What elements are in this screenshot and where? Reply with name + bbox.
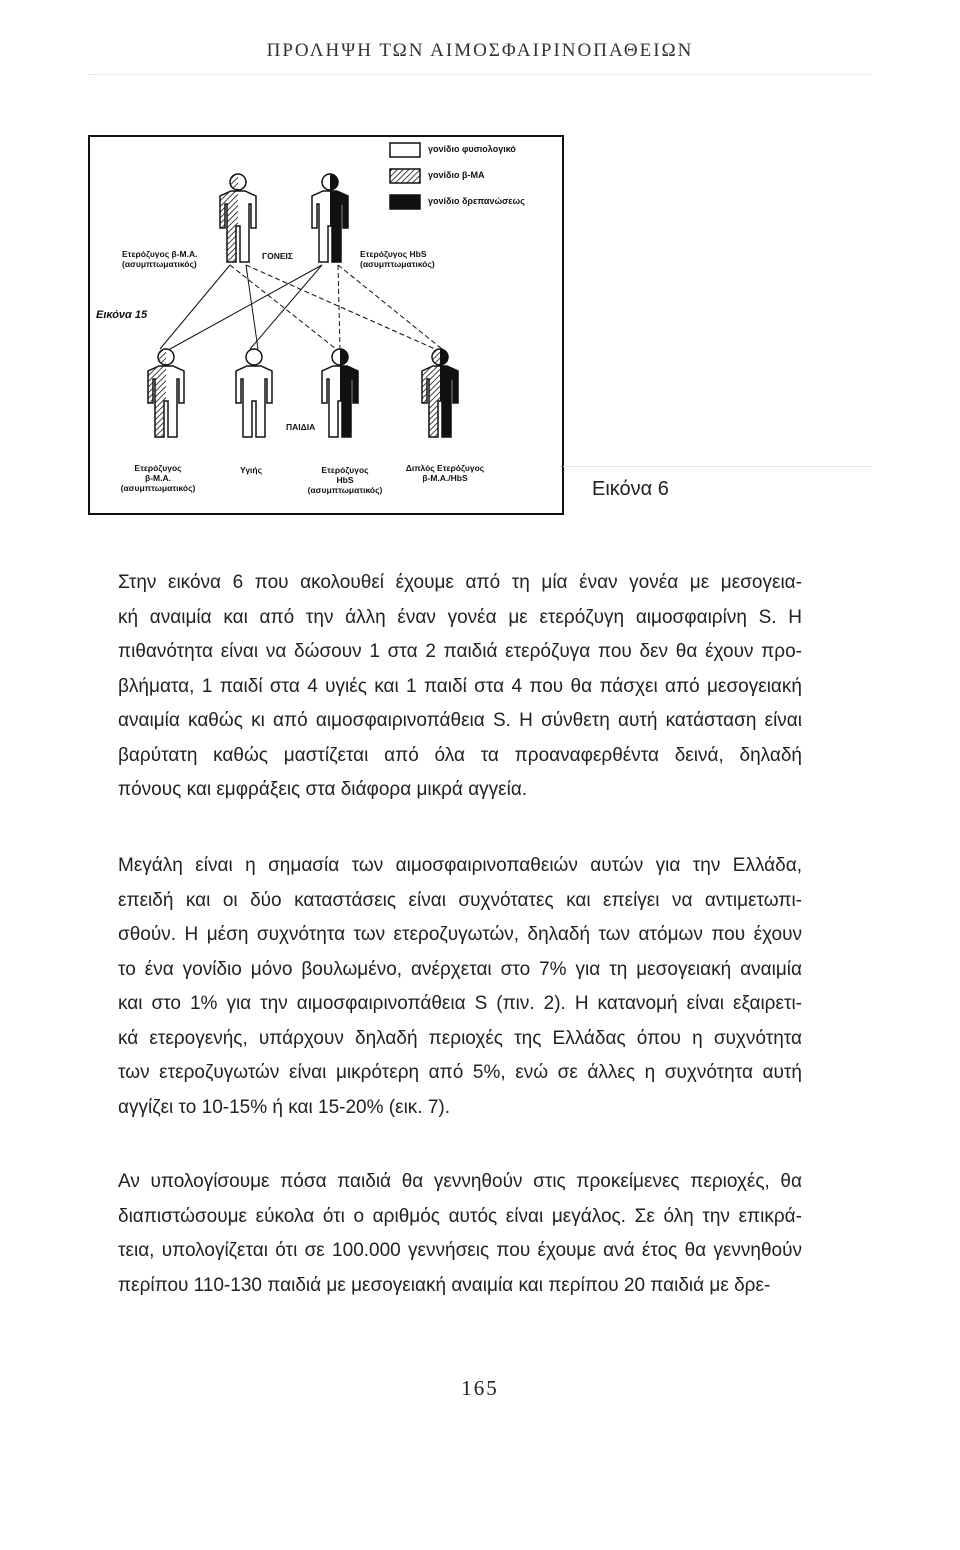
child-sickle-carrier-figure	[322, 349, 358, 437]
child-double-heterozygote-figure	[422, 349, 458, 437]
legend-swatch-normal	[390, 143, 420, 157]
caption-divider	[560, 466, 872, 467]
text-line: σθούν. Η μέση συχνότητα των ετεροζυγωτών, δηλαδή των ατόμων που έχουν	[118, 924, 802, 945]
text-line: Στην εικόνα 6 που ακολουθεί έχουμε από τη μία έναν γονέα με μεσογεια-	[118, 572, 802, 593]
text-line: διαπιστώσουμε εύκολα ότι ο αριθμός αυτός είναι μεγάλος. Σε όλη την επικρά-	[118, 1205, 802, 1227]
children-title: ΠΑΙΔΙΑ	[286, 422, 316, 432]
legend-swatch-thalassemia	[390, 169, 420, 183]
child-label-double-heterozygote: Διπλός Ετερόζυγος β-Μ.Α./HbS	[405, 463, 485, 483]
child-label-thalassemia-carrier: Ετερόζυγος β-Μ.Α. (ασυμπτωματικός)	[120, 463, 196, 493]
text-line: πόνους και εμφράξεις στα διάφορα μικρά αγγεία.	[118, 779, 528, 800]
text-line: Αν υπολογίσουμε πόσα παιδιά θα γεννηθούν στις προκείμενες περιοχές, θα	[118, 1171, 802, 1192]
text-line: των ετεροζυγωτών είναι μικρότερη από 5%, ενώ σε άλλες η συχνότητα αυτή	[118, 1062, 802, 1083]
child-label-healthy: Υγιής	[240, 465, 263, 475]
figure-number: Εικόνα 15	[96, 309, 148, 321]
text-line: και στο 1% για την αιμοσφαιρινοπάθεια S (πιν. 2). Η κατανομή είναι εξαιρετι-	[118, 993, 802, 1014]
text-line: επειδή και οι δύο καταστάσεις είναι συχνότατες και επείγει να αντιμετωπι-	[118, 889, 802, 911]
header-divider	[88, 74, 872, 75]
child-label-sickle-carrier: Ετερόζυγος HbS (ασυμπτωματικός)	[307, 465, 383, 495]
figure-caption: Εικόνα 6	[592, 478, 669, 500]
legend-label-normal: γονίδιο φυσιολογικό	[428, 144, 516, 154]
text-line: Μεγάλη είναι η σημασία των αιμοσφαιρινοπαθειών αυτών για την Ελλάδα,	[118, 855, 802, 876]
parents-title: ΓΟΝΕΙΣ	[262, 251, 293, 261]
parent-left-label: Ετερόζυγος β-Μ.Α. (ασυμπτωματικός)	[122, 249, 198, 269]
pedigree-figure	[88, 135, 564, 515]
text-line: περίπου 110-130 παιδιά με μεσογειακή αναιμία και περίπου 20 παιδιά με δρε-	[118, 1274, 771, 1296]
text-line: βλήματα, 1 παιδί στα 4 υγιές και 1 παιδί στα 4 που θα πάσχει από μεσογειακή	[118, 675, 802, 697]
inheritance-lines	[160, 265, 442, 349]
page-number: 165	[461, 1376, 499, 1400]
text-line: κή αναιμία και από την άλλη έναν γονέα με ετερόζυγη αιμοσφαιρίνη S. Η	[118, 606, 802, 628]
legend-swatch-sickle	[390, 195, 420, 209]
paragraph-2	[118, 849, 802, 1125]
text-line: το ένα γονίδιο μόνο βουλωμένο, ανέρχεται στο 7% για τη μεσογειακή αναιμία	[118, 958, 802, 980]
legend-label-sickle: γονίδιο δρεπανώσεως	[428, 196, 525, 206]
parent-sickle-figure	[312, 174, 348, 262]
parent-right-label: Ετερόζυγος HbS (ασυμπτωματικός)	[360, 249, 435, 269]
text-line: τεια, υπολογίζεται ότι σε 100.000 γεννήσεις που έχουμε ανά έτος θα γεννηθούν	[118, 1240, 802, 1261]
text-line: αναιμία καθώς κι από αιμοσφαιρινοπάθεια S. Η σύνθετη αυτή κατάσταση είναι	[118, 710, 802, 731]
child-healthy-figure	[236, 349, 272, 437]
parent-thalassemia-figure	[220, 174, 256, 262]
pedigree-diagram	[90, 137, 562, 513]
running-head: ΠΡΟΛΗΨΗ ΤΩΝ ΑΙΜΟΣΦΑΙΡΙΝΟΠΑΘΕΙΩΝ	[266, 40, 694, 61]
text-line: αγγίζει το 10-15% ή και 15-20% (εικ. 7).	[118, 1096, 451, 1118]
legend-label-thalassemia: γονίδιο β-ΜΑ	[428, 170, 485, 180]
paragraph-3	[118, 1165, 802, 1303]
text-line: πιθανότητα είναι να δώσουν 1 στα 2 παιδιά ετερόζυγα που δεν θα έχουν προ-	[118, 641, 802, 662]
text-line: βαρύτατη καθώς μαστίζεται από όλα τα προαναφερθέντα δεινά, δηλαδή	[118, 744, 802, 766]
text-line: κά ετερογενής, υπάρχουν δηλαδή περιοχές της Ελλάδας όπου η συχνότητα	[118, 1027, 802, 1049]
child-thalassemia-carrier-figure	[148, 349, 184, 437]
paragraph-1	[118, 566, 802, 808]
